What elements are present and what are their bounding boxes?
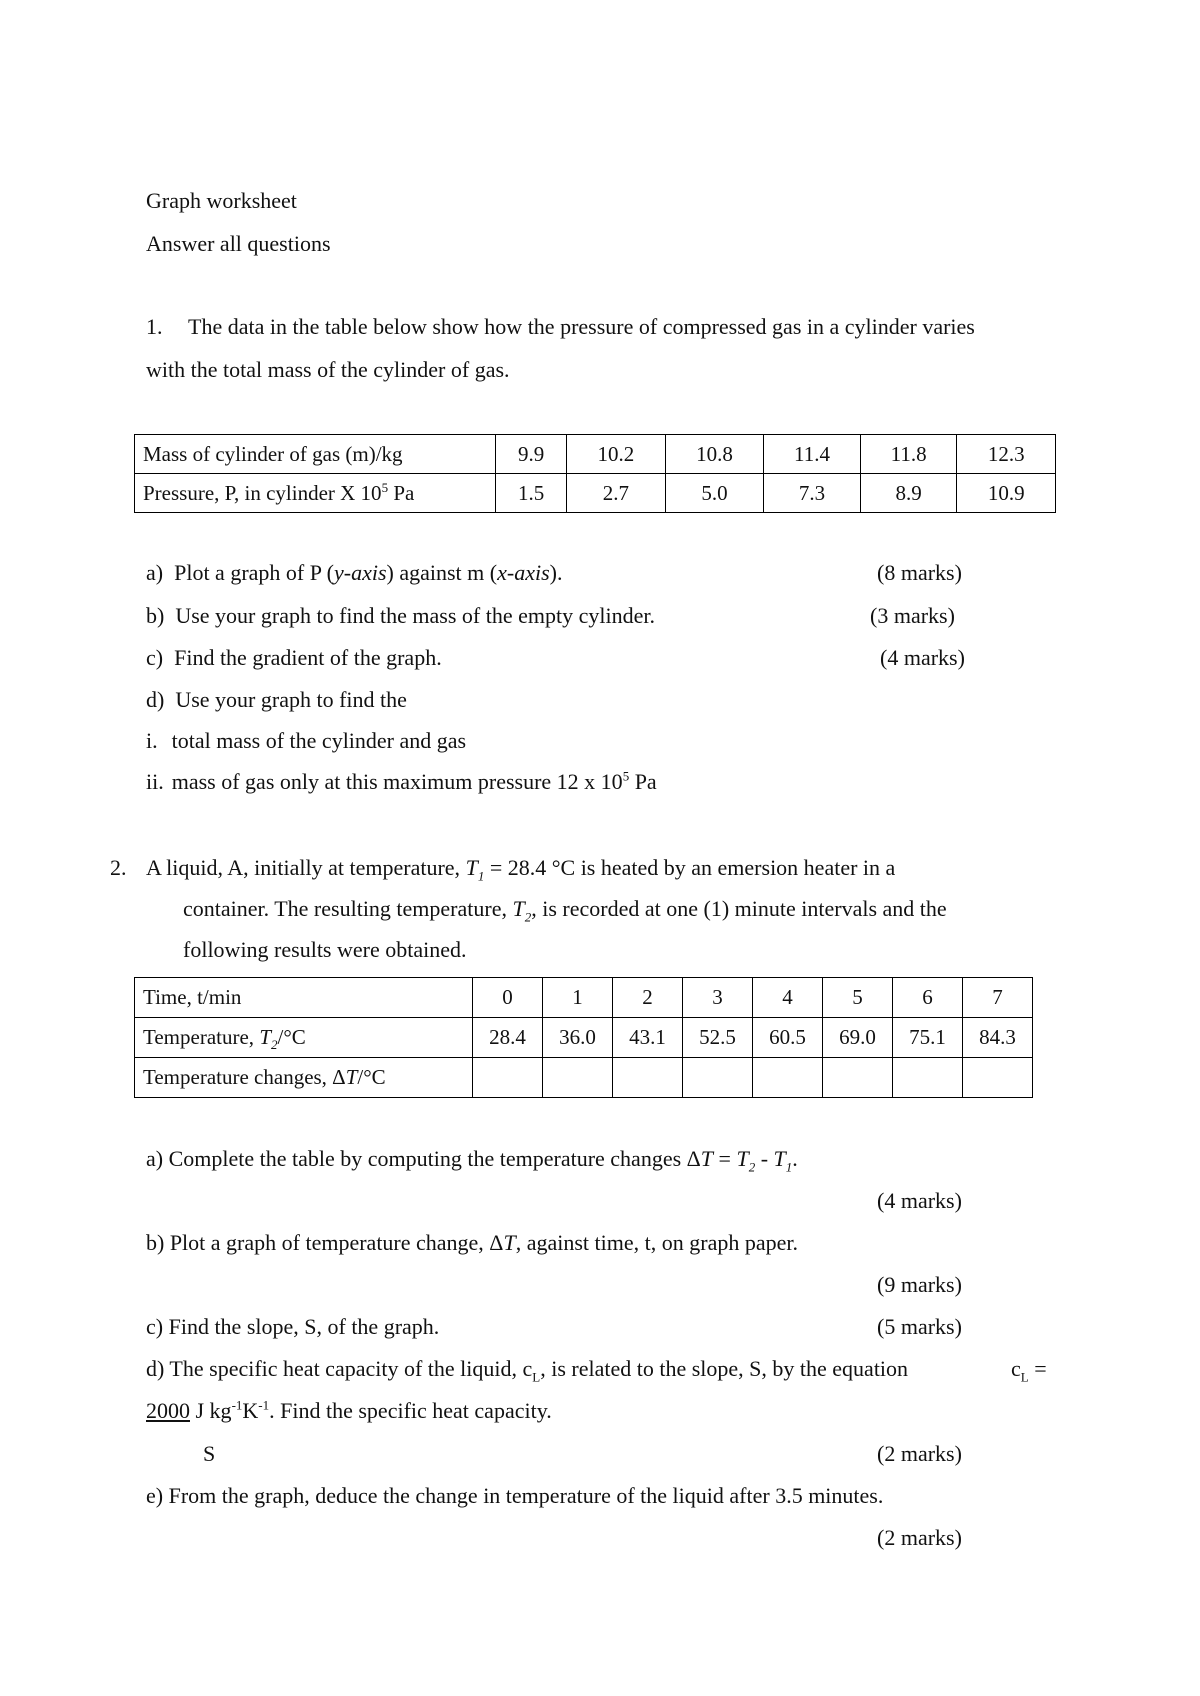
- q2-part-d-line2: 2000 J $kg^{-1}K^{-1}$. Find the specific heat capacity.: [146, 1397, 552, 1423]
- q2-part-b: b) Plot a graph of temperature change, ΔT, against time, t, on graph paper.: [146, 1230, 798, 1255]
- q1-data-table: [134, 434, 1056, 513]
- q1-mass-cell: 11.8: [860, 435, 957, 474]
- q2-data-table: [134, 977, 1033, 1098]
- q2-number: 2.: [110, 855, 127, 880]
- q1-pressure-cell: 10.9: [957, 474, 1056, 513]
- q1-mass-cell: 12.3: [957, 435, 1056, 474]
- q1-number: 1.: [146, 314, 163, 339]
- q2-change-cell-empty[interactable]: [543, 1058, 613, 1098]
- q1-pressure-row: [135, 474, 1056, 513]
- q2-time-cell: 7: [963, 978, 1033, 1018]
- q1-part-a: a) Plot a graph of P (y-axis) against m (x-axis).: [146, 560, 563, 585]
- q2-temperature-cell: 36.0: [543, 1018, 613, 1058]
- q1-pressure-cell: 5.0: [665, 474, 764, 513]
- q2-temperature-cell: 84.3: [963, 1018, 1033, 1058]
- q1-intro-line1: The data in the table below show how the pressure of compressed gas in a cylinder varies: [188, 314, 975, 339]
- q1-intro-line2: with the total mass of the cylinder of gas.: [146, 357, 510, 382]
- q1-part-d: d) Use your graph to find the: [146, 687, 407, 712]
- q1-part-b: b) Use your graph to find the mass of the empty cylinder.: [146, 603, 655, 628]
- q2-intro-line1: A liquid, A, initially at temperature, $T_1 = 28.4$ °C is heated by an emersion heater in a: [146, 855, 896, 884]
- q1-a-marks: (8 marks): [877, 560, 962, 585]
- q1-pressure-cell: 8.9: [860, 474, 957, 513]
- q2-change-cell-empty[interactable]: [613, 1058, 683, 1098]
- q1-b-marks: (3 marks): [870, 603, 955, 628]
- q2-change-cell-empty[interactable]: [893, 1058, 963, 1098]
- q2-d-marks: (2 marks): [877, 1441, 962, 1466]
- q2-a-marks: (4 marks): [877, 1188, 962, 1213]
- q1-pressure-cell: 1.5: [496, 474, 567, 513]
- q1-c-marks: (4 marks): [880, 645, 965, 670]
- q1-mass-cell: 11.4: [764, 435, 861, 474]
- instruction: Answer all questions: [146, 231, 331, 256]
- q2-time-row: [135, 978, 1033, 1018]
- q1-mass-cell: 9.9: [496, 435, 567, 474]
- q2-c-marks: (5 marks): [877, 1314, 962, 1339]
- q2-part-d-line1: d) The specific heat capacity of the liquid, $c_L$, is related to the slope, S, by the equation: [146, 1356, 909, 1385]
- q1-part-d-i: i. total mass of the cylinder and gas: [146, 728, 467, 753]
- q1-mass-row: [135, 435, 1056, 474]
- q1-mass-cell: 10.2: [567, 435, 666, 474]
- q2-time-cell: 4: [753, 978, 823, 1018]
- q1-mass-label: Mass of cylinder of gas (m)/kg: [135, 435, 496, 474]
- q2-part-e: e) From the graph, deduce the change in temperature of the liquid after 3.5 minutes.: [146, 1483, 884, 1508]
- q2-change-cell-empty[interactable]: [963, 1058, 1033, 1098]
- q2-temperature-cell: 28.4: [473, 1018, 543, 1058]
- q2-temperature-cell: 60.5: [753, 1018, 823, 1058]
- q2-time-cell: 6: [893, 978, 963, 1018]
- q2-time-cell: 5: [823, 978, 893, 1018]
- q1-pressure-cell: 7.3: [764, 474, 861, 513]
- q2-temperature-row: [135, 1018, 1033, 1058]
- q2-time-cell: 0: [473, 978, 543, 1018]
- q2-time-cell: 1: [543, 978, 613, 1018]
- q2-temperature-label: Temperature, $T_2/^\circ C$: [135, 1018, 473, 1058]
- q2-d-denominator: S: [203, 1441, 216, 1466]
- q1-part-d-ii: ii. mass of gas only at this maximum pressure 12 x $10^5$ Pa: [146, 768, 657, 794]
- q2-intro-line3: following results were obtained.: [183, 937, 467, 962]
- q2-change-label: Temperature changes, ΔT/°C: [135, 1058, 473, 1098]
- q2-e-marks: (2 marks): [877, 1525, 962, 1550]
- q2-part-a: a) Complete the table by computing the temperature changes $\Delta T = T_2 - T_1$.: [146, 1146, 798, 1175]
- q2-temperature-cell: 43.1: [613, 1018, 683, 1058]
- q2-d-equation-lhs: $c_L$ =: [1011, 1356, 1047, 1385]
- q2-intro-line2: container. The resulting temperature, $T_2$, is recorded at one (1) minute intervals and the: [183, 896, 947, 925]
- q2-change-cell-empty[interactable]: [473, 1058, 543, 1098]
- q1-mass-cell: 10.8: [665, 435, 764, 474]
- q1-pressure-label: Pressure, P, in cylinder X $10^5$ Pa: [135, 474, 496, 513]
- q2-time-label: Time, t/min: [135, 978, 473, 1018]
- q2-temperature-cell: 69.0: [823, 1018, 893, 1058]
- q2-change-cell-empty[interactable]: [753, 1058, 823, 1098]
- q2-part-c: c) Find the slope, S, of the graph.: [146, 1314, 440, 1339]
- q2-change-cell-empty[interactable]: [683, 1058, 753, 1098]
- q2-temperature-cell: 75.1: [893, 1018, 963, 1058]
- q2-change-cell-empty[interactable]: [823, 1058, 893, 1098]
- q2-b-marks: (9 marks): [877, 1272, 962, 1297]
- q2-time-cell: 3: [683, 978, 753, 1018]
- page-title: Graph worksheet: [146, 188, 297, 213]
- q1-pressure-cell: 2.7: [567, 474, 666, 513]
- q2-time-cell: 2: [613, 978, 683, 1018]
- q2-temperature-cell: 52.5: [683, 1018, 753, 1058]
- q1-part-c: c) Find the gradient of the graph.: [146, 645, 442, 670]
- q2-change-row: [135, 1058, 1033, 1098]
